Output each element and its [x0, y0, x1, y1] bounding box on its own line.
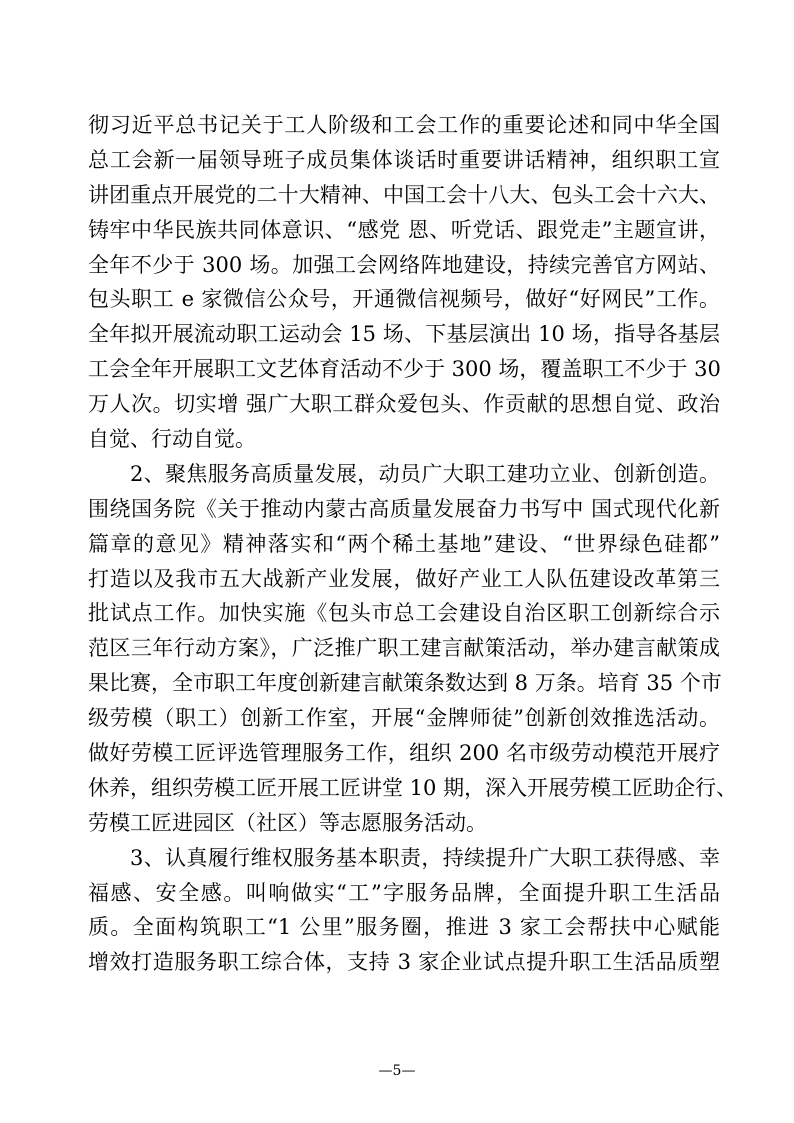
page-number: —5— [378, 1063, 416, 1079]
text-line: 讲团重点开展党的二十大精神、中国工会十八大、包头工会十六大、 [88, 182, 720, 207]
text-line: 工会全年开展职工文艺体育活动不少于 300 场，覆盖职工不少于 30 [88, 357, 721, 382]
body-text [88, 108, 738, 980]
text-line: 范区三年行动方案》，广泛推广职工建言献策活动，举办建言献策成 [88, 636, 720, 661]
text-line: 果比赛，全市职工年度创新建言献策条数达到 8 万条。培育 35 个市 [88, 671, 722, 696]
paragraph [88, 841, 720, 981]
text-line: 万人次。切实增 强广大职工群众爱包头、作贡献的思想自觉、政治 [88, 392, 720, 417]
text-line: 2、聚焦服务高质量发展，动员广大职工建功立业、创新创造。 [130, 461, 720, 486]
text-line: 全年拟开展流动职工运动会 15 场、下基层演出 10 场，指导各基层 [88, 322, 720, 347]
text-line: 增效打造服务职工综合体，支持 3 家企业试点提升职工生活品质塑 [88, 950, 720, 975]
text-line: 3、认真履行维权服务基本职责，持续提升广大职工获得感、幸 [130, 845, 720, 870]
paragraph [88, 457, 738, 841]
text-line: 质。全面构筑职工“1 公里”服务圈，推进 3 家工会帮扶中心赋能 [88, 915, 720, 940]
text-line: 篇章的意见》精神落实和“两个稀土基地”建设、“世界绿色硅都” [88, 531, 720, 556]
text-line: 休养，组织劳模工匠开展工匠讲堂 10 期，深入开展劳模工匠助企行、 [88, 775, 738, 800]
text-line: 总工会新一届领导班子成员集体谈话时重要讲话精神，组织职工宣 [88, 147, 720, 172]
text-line: 批试点工作。加快实施《包头市总工会建设自治区职工创新综合示 [88, 601, 720, 626]
text-line: 福感、安全感。叫响做实“工”字服务品牌，全面提升职工生活品 [88, 880, 720, 905]
paragraph [88, 108, 720, 457]
text-line: 包头职工 e 家微信公众号，开通微信视频号，做好“好网民”工作。 [88, 287, 720, 312]
text-line: 彻习近平总书记关于工人阶级和工会工作的重要论述和同中华全国 [88, 113, 720, 137]
text-line: 打造以及我市五大战新产业发展，做好产业工人队伍建设改革第三 [88, 566, 720, 591]
text-line: 级劳模（职工）创新工作室，开展“金牌师徒”创新创效推选活动。 [88, 706, 720, 731]
text-line: 劳模工匠进园区（社区）等志愿服务活动。 [88, 810, 487, 835]
text-line: 铸牢中华民族共同体意识、“感党 恩、听党话、跟党走”主题宣讲， [88, 217, 720, 242]
text-line: 围绕国务院《关于推动内蒙古高质量发展奋力书写中 国式现代化新 [88, 496, 720, 521]
text-line: 全年不少于 300 场。加强工会网络阵地建设，持续完善官方网站、 [88, 252, 720, 277]
text-line: 做好劳模工匠评选管理服务工作，组织 200 名市级劳动模范开展疗 [88, 741, 720, 766]
text-line: 自觉、行动自觉。 [88, 427, 256, 452]
